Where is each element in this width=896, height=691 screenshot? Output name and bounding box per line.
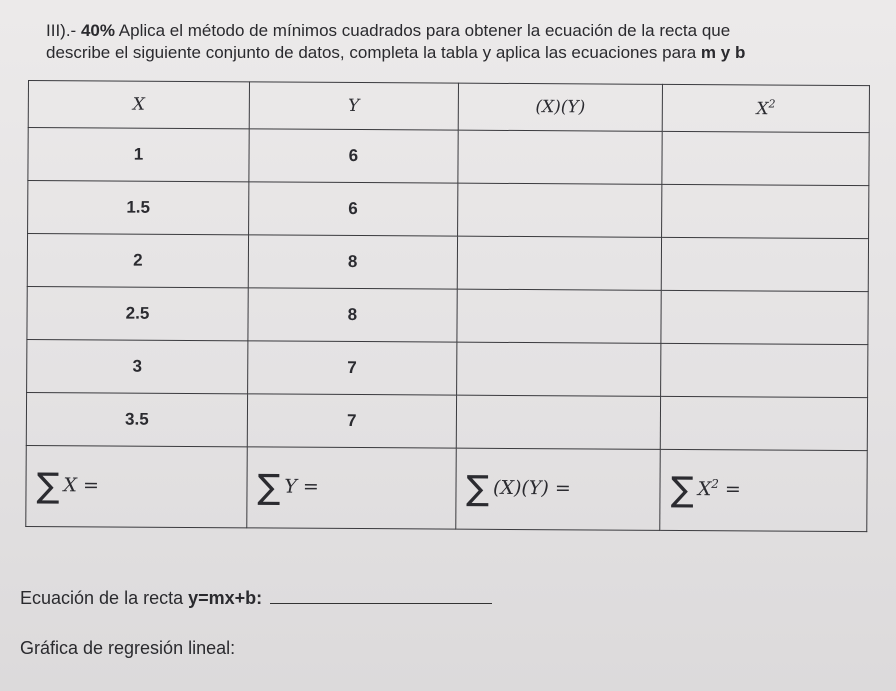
sum-x2-cell[interactable] (660, 449, 867, 531)
regression-graph-label: Gráfica de regresión lineal: (20, 638, 236, 658)
table-row (27, 234, 868, 292)
cell-y: 8 (248, 288, 457, 342)
sigma-icon: ∑ (36, 466, 60, 507)
header-x: X (28, 81, 249, 129)
header-xy: (X)(Y) (458, 83, 663, 131)
sum-x2-exponent: 2 (711, 476, 719, 491)
cell-y: 7 (248, 341, 457, 395)
cell-y: 6 (249, 129, 458, 183)
sum-x-cell[interactable] (26, 445, 247, 527)
table-row (27, 286, 868, 344)
cell-xy[interactable] (457, 236, 662, 290)
table-row (28, 181, 869, 239)
cell-xy[interactable] (458, 130, 663, 184)
cell-xy[interactable] (456, 395, 661, 449)
instructions-text-2: describe el siguiente conjunto de datos, completa la tabla y aplica las ecuaciones para (46, 43, 701, 62)
sum-xy-label: (X)(Y) = (493, 476, 571, 500)
cell-x2[interactable] (662, 237, 869, 291)
equation-label: Ecuación de la recta (20, 588, 189, 608)
cell-x: 2 (27, 234, 248, 288)
instructions-text-1: Aplica el método de mínimos cuadrados para obtener la ecuación de la recta que (114, 21, 731, 40)
cell-x: 1 (28, 128, 249, 182)
cell-y: 7 (247, 394, 456, 448)
cell-x: 3.5 (26, 392, 247, 446)
sum-xy-cell[interactable] (455, 448, 660, 530)
header-y: Y (249, 82, 458, 130)
sum-x-label: X = (63, 474, 100, 497)
instructions-line1 (46, 20, 886, 42)
cell-xy[interactable] (457, 289, 662, 343)
cell-x2[interactable] (662, 184, 869, 238)
sigma-icon: ∑ (466, 468, 490, 509)
least-squares-table (25, 80, 870, 532)
table-header-row (28, 81, 869, 133)
instructions-bold-end: m y b (700, 43, 746, 62)
sums-row (26, 445, 867, 531)
table-row (27, 339, 868, 397)
sigma-icon: ∑ (670, 469, 694, 511)
cell-x2[interactable] (662, 131, 869, 185)
sum-y-label: Y = (284, 475, 319, 498)
header-x2-base: X (756, 99, 769, 120)
section-number: III).- (46, 21, 81, 40)
cell-x: 1.5 (28, 181, 249, 235)
cell-x2[interactable] (661, 396, 868, 450)
table-row (26, 392, 867, 450)
line-equation (20, 588, 492, 609)
equation-formula: y=mx+b: (188, 588, 263, 608)
cell-x: 2.5 (27, 286, 248, 340)
cell-x: 3 (27, 339, 248, 393)
cell-x2[interactable] (661, 290, 868, 344)
sigma-icon: ∑ (257, 467, 281, 508)
instructions (46, 20, 886, 64)
percent-weight: 40% (80, 21, 115, 40)
cell-x2[interactable] (661, 343, 868, 397)
sum-x2-equals: = (718, 478, 741, 501)
header-x-squared (662, 84, 869, 132)
table-row (28, 128, 869, 186)
cell-y: 8 (248, 235, 457, 289)
cell-xy[interactable] (456, 342, 661, 396)
instructions-line2 (46, 42, 886, 64)
cell-y: 6 (248, 182, 457, 236)
equation-answer-blank[interactable] (270, 589, 492, 604)
cell-xy[interactable] (457, 183, 662, 237)
sum-x2-base: X (697, 478, 712, 501)
sum-y-cell[interactable] (247, 447, 456, 529)
header-x2-exponent: 2 (768, 97, 776, 111)
